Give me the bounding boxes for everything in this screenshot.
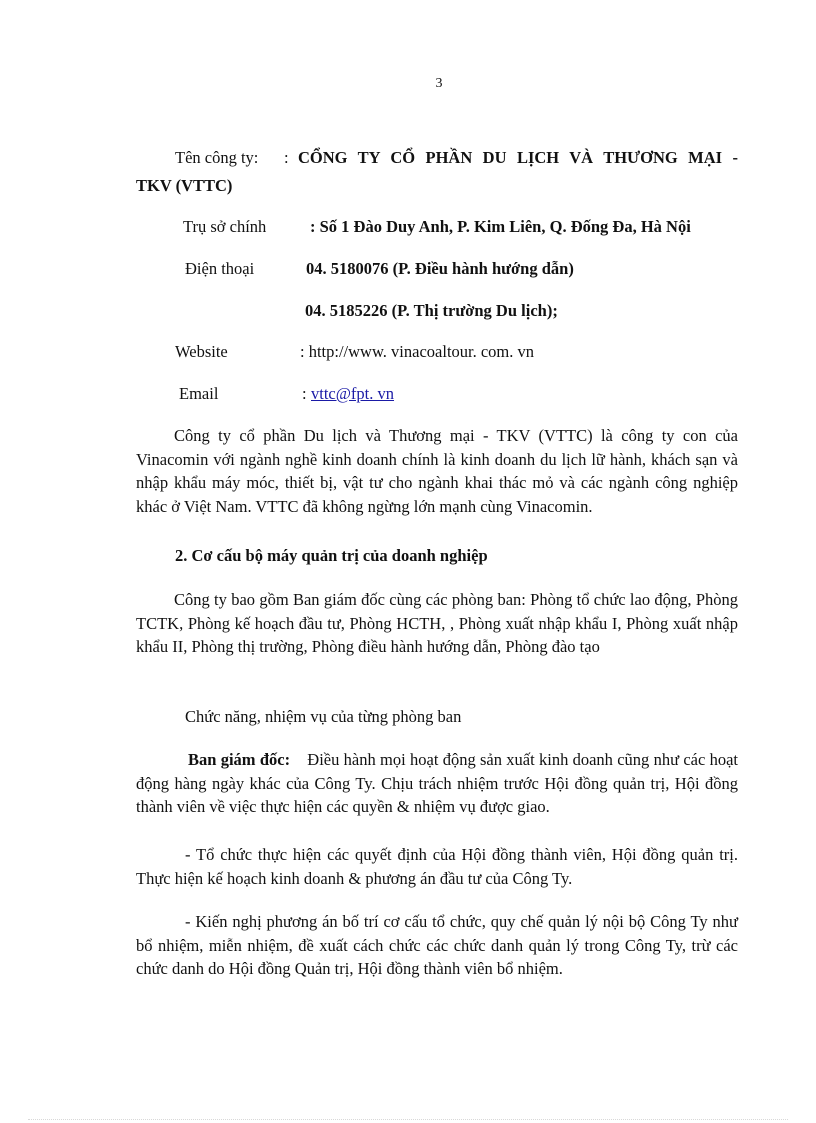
email-separator: : xyxy=(302,384,307,403)
phone-2: 04. 5185226 (P. Thị trường Du lịch); xyxy=(305,301,558,320)
section-heading: 2. Cơ cấu bộ máy quản trị của doanh nghiệp xyxy=(175,546,488,565)
bullet-1-text: - Tổ chức thực hiện các quyết định của Hội đồng thành viên, Hội đồng quản trị. Thực hiện kế hoạch kinh doanh & phương án đầu tư của Công Ty. xyxy=(136,845,738,888)
hq-value: : Số 1 Đào Duy Anh, P. Kim Liên, Q. Đống Đa, Hà Nội xyxy=(310,217,691,236)
website-label: Website xyxy=(175,342,228,361)
bullet-1-paragraph xyxy=(136,843,738,890)
company-name-line1: CỔNG TY CỔ PHẦN DU LỊCH VÀ THƯƠNG MẠI - xyxy=(298,148,738,167)
bullet-2-paragraph xyxy=(136,910,738,981)
website-value[interactable]: : http://www. vinacoaltour. com. vn xyxy=(300,342,535,361)
board-label: Ban giám đốc: xyxy=(188,750,291,769)
bullet-2-text: - Kiến nghị phương án bố trí cơ cấu tổ chức, quy chế quản lý nội bộ Công Ty như bổ nhiệm, miễn nhiệm, đề xuất cách chức các chức danh quản lý trong Công Ty, trừ các chức danh do Hội đồng Quản trị, Hội đồng thành viên bổ nhiệm. xyxy=(136,912,738,978)
company-name-line2: TKV (VTTC) xyxy=(136,176,233,195)
email-link[interactable]: vttc@fpt. vn xyxy=(311,384,395,403)
structure-paragraph xyxy=(136,588,738,659)
board-paragraph xyxy=(136,748,738,819)
intro-text: Công ty cổ phần Du lịch và Thương mại - TKV (VTTC) là công ty con của Vinacomin với ngành nghề kinh doanh chính là kinh doanh du lịch lữ hành, khách sạn và nhập khẩu máy móc, thiết bị, vật tư cho ngành khai thác mỏ và các ngành công nghiệp khác ở Việt Nam. VTTC đã không ngừng lớn mạnh cùng Vinacomin. xyxy=(136,426,738,516)
company-name-separator: : xyxy=(284,148,289,167)
page-number: 3 xyxy=(435,76,443,91)
phone-1: 04. 5180076 (P. Điều hành hướng dẫn) xyxy=(306,259,574,278)
email-label: Email xyxy=(179,384,219,403)
phone-label: Điện thoại xyxy=(185,259,255,278)
page-bottom-divider xyxy=(28,1119,788,1120)
hq-label: Trụ sở chính xyxy=(183,217,267,236)
structure-text: Công ty bao gồm Ban giám đốc cùng các phòng ban: Phòng tổ chức lao động, Phòng TCTK, Phòng kế hoạch đầu tư, Phòng HCTH, , Phòng xuất nhập khẩu I, Phòng xuất nhập khẩu II, Phòng thị trường, Phòng điều hành hướng dẫn, Phòng đào tạo xyxy=(136,590,738,656)
intro-paragraph xyxy=(136,424,738,518)
functions-title: Chức năng, nhiệm vụ của từng phòng ban xyxy=(185,707,462,726)
company-name-label: Tên công ty: xyxy=(175,148,259,167)
board-text: Điều hành mọi hoạt động sản xuất kinh doanh cũng như các hoạt động hàng ngày khác của Công Ty. Chịu trách nhiệm trước Hội đồng quản trị, Hội đồng thành viên về việc thực hiện các quyền & nhiệm vụ được giao. xyxy=(136,750,739,816)
